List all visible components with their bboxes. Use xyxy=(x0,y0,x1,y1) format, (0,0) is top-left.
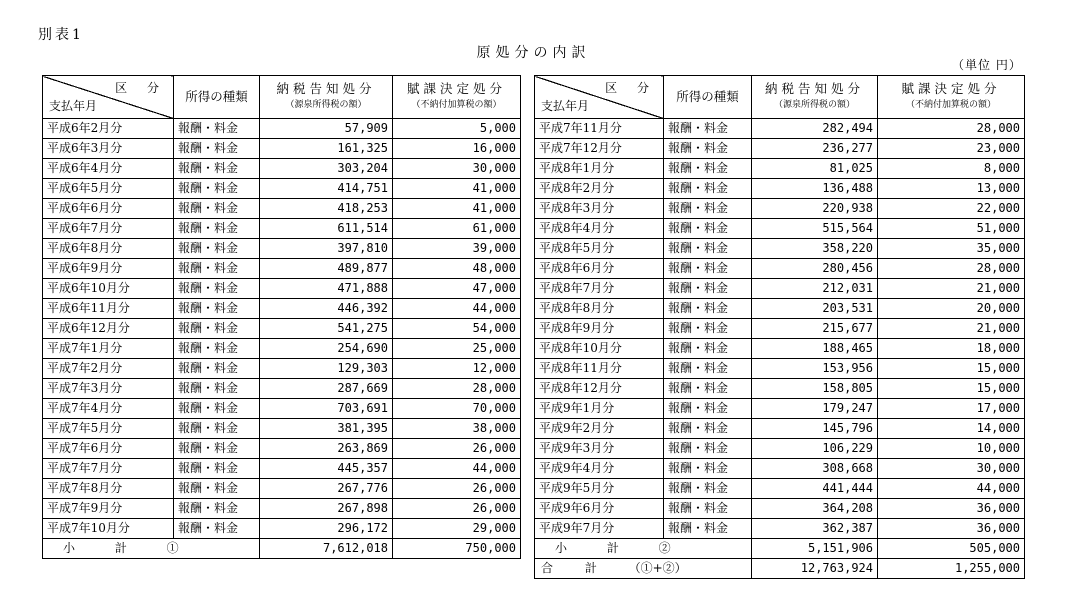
penalty-amount: 15,000 xyxy=(878,359,1025,379)
table-row xyxy=(535,419,1025,439)
period-cell: 平成9年4月分 xyxy=(535,459,664,479)
income-type-cell: 報酬・料金 xyxy=(664,139,752,159)
breakdown-table-right xyxy=(534,75,1025,579)
tax-notice-amount: 136,488 xyxy=(752,179,878,199)
subtotal-penalty-right: 505,000 xyxy=(878,539,1025,559)
right-table-body xyxy=(535,119,1025,539)
table-row xyxy=(535,179,1025,199)
penalty-amount: 20,000 xyxy=(878,299,1025,319)
period-cell: 平成7年8月分 xyxy=(43,479,174,499)
penalty-amount: 28,000 xyxy=(878,119,1025,139)
table-row xyxy=(535,279,1025,299)
income-type-cell: 報酬・料金 xyxy=(174,439,260,459)
income-type-cell: 報酬・料金 xyxy=(664,279,752,299)
penalty-amount: 10,000 xyxy=(878,439,1025,459)
tax-notice-amount: 308,668 xyxy=(752,459,878,479)
subtotal-penalty-left: 750,000 xyxy=(393,539,521,559)
penalty-amount: 28,000 xyxy=(393,379,521,399)
table-row xyxy=(535,399,1025,419)
table-row xyxy=(43,399,521,419)
period-cell: 平成7年11月分 xyxy=(535,119,664,139)
period-cell: 平成8年8月分 xyxy=(535,299,664,319)
period-cell: 平成6年6月分 xyxy=(43,199,174,219)
income-type-cell: 報酬・料金 xyxy=(664,499,752,519)
income-type-cell: 報酬・料金 xyxy=(664,239,752,259)
table-row xyxy=(43,379,521,399)
header-penalty xyxy=(393,76,521,119)
table-row xyxy=(43,159,521,179)
period-cell: 平成6年2月分 xyxy=(43,119,174,139)
income-type-cell: 報酬・料金 xyxy=(664,479,752,499)
penalty-amount: 35,000 xyxy=(878,239,1025,259)
penalty-amount: 17,000 xyxy=(878,399,1025,419)
income-type-cell: 報酬・料金 xyxy=(664,219,752,239)
period-cell: 平成8年2月分 xyxy=(535,179,664,199)
period-cell: 平成8年10月分 xyxy=(535,339,664,359)
period-cell: 平成6年7月分 xyxy=(43,219,174,239)
table-row xyxy=(535,219,1025,239)
tax-notice-amount: 236,277 xyxy=(752,139,878,159)
table-row xyxy=(43,239,521,259)
header-tax-notice xyxy=(260,76,393,119)
penalty-amount: 23,000 xyxy=(878,139,1025,159)
income-type-cell: 報酬・料金 xyxy=(664,519,752,539)
period-cell: 平成6年3月分 xyxy=(43,139,174,159)
period-cell: 平成6年12月分 xyxy=(43,319,174,339)
subtotal-label-left: 小 計 ① xyxy=(43,539,260,559)
period-cell: 平成9年3月分 xyxy=(535,439,664,459)
period-cell: 平成9年6月分 xyxy=(535,499,664,519)
table-row xyxy=(43,439,521,459)
income-type-cell: 報酬・料金 xyxy=(664,339,752,359)
header-tax-notice-main: 納税告知処分 xyxy=(764,81,864,96)
subtotal-row-left xyxy=(43,539,521,559)
tax-notice-amount: 296,172 xyxy=(260,519,393,539)
table-row xyxy=(43,179,521,199)
header-tax-notice-sub: （源泉所得税の額） xyxy=(285,100,367,110)
penalty-amount: 61,000 xyxy=(393,219,521,239)
period-cell: 平成6年8月分 xyxy=(43,239,174,259)
grand-total-row xyxy=(535,559,1025,579)
subtotal-label-right: 小 計 ② xyxy=(535,539,752,559)
income-type-cell: 報酬・料金 xyxy=(174,279,260,299)
penalty-amount: 47,000 xyxy=(393,279,521,299)
header-payment-month: 支払年月 xyxy=(541,99,590,113)
tax-notice-amount: 282,494 xyxy=(752,119,878,139)
header-income-type: 所得の種類 xyxy=(174,76,260,119)
penalty-amount: 28,000 xyxy=(878,259,1025,279)
tax-notice-amount: 129,303 xyxy=(260,359,393,379)
tax-notice-amount: 471,888 xyxy=(260,279,393,299)
document-title: 原処分の内訳 xyxy=(476,45,591,61)
subtotal-notice-left: 7,612,018 xyxy=(260,539,393,559)
income-type-cell: 報酬・料金 xyxy=(174,499,260,519)
penalty-amount: 16,000 xyxy=(393,139,521,159)
income-type-cell: 報酬・料金 xyxy=(664,299,752,319)
header-penalty-sub: （不納付加算税の額） xyxy=(905,100,996,110)
period-cell: 平成8年4月分 xyxy=(535,219,664,239)
penalty-amount: 21,000 xyxy=(878,319,1025,339)
period-cell: 平成8年6月分 xyxy=(535,259,664,279)
table-row xyxy=(535,159,1025,179)
table-row xyxy=(535,519,1025,539)
income-type-cell: 報酬・料金 xyxy=(174,199,260,219)
penalty-amount: 48,000 xyxy=(393,259,521,279)
penalty-amount: 8,000 xyxy=(878,159,1025,179)
tax-notice-amount: 215,677 xyxy=(752,319,878,339)
table-row xyxy=(43,479,521,499)
table-row xyxy=(535,339,1025,359)
header-penalty xyxy=(878,76,1025,119)
table-row xyxy=(43,259,521,279)
tax-notice-amount: 57,909 xyxy=(260,119,393,139)
penalty-amount: 13,000 xyxy=(878,179,1025,199)
income-type-cell: 報酬・料金 xyxy=(664,379,752,399)
tax-notice-amount: 489,877 xyxy=(260,259,393,279)
penalty-amount: 12,000 xyxy=(393,359,521,379)
table-row xyxy=(535,299,1025,319)
header-kubun: 区 分 xyxy=(605,81,657,95)
income-type-cell: 報酬・料金 xyxy=(174,459,260,479)
income-type-cell: 報酬・料金 xyxy=(174,299,260,319)
table-row xyxy=(43,499,521,519)
period-cell: 平成6年11月分 xyxy=(43,299,174,319)
tax-notice-amount: 381,395 xyxy=(260,419,393,439)
penalty-amount: 26,000 xyxy=(393,499,521,519)
period-cell: 平成9年5月分 xyxy=(535,479,664,499)
income-type-cell: 報酬・料金 xyxy=(174,219,260,239)
table-row xyxy=(43,219,521,239)
tax-notice-amount: 515,564 xyxy=(752,219,878,239)
tax-notice-amount: 441,444 xyxy=(752,479,878,499)
penalty-amount: 44,000 xyxy=(878,479,1025,499)
period-cell: 平成7年4月分 xyxy=(43,399,174,419)
period-cell: 平成7年1月分 xyxy=(43,339,174,359)
income-type-cell: 報酬・料金 xyxy=(664,119,752,139)
period-cell: 平成8年5月分 xyxy=(535,239,664,259)
income-type-cell: 報酬・料金 xyxy=(174,239,260,259)
table-row xyxy=(43,139,521,159)
appendix-label: 別表1 xyxy=(38,27,84,43)
header-kubun: 区 分 xyxy=(115,81,167,95)
table-row xyxy=(535,479,1025,499)
income-type-cell: 報酬・料金 xyxy=(174,319,260,339)
tax-notice-amount: 145,796 xyxy=(752,419,878,439)
table-row xyxy=(535,499,1025,519)
income-type-cell: 報酬・料金 xyxy=(174,519,260,539)
table-row xyxy=(43,119,521,139)
tax-notice-amount: 397,810 xyxy=(260,239,393,259)
tax-notice-amount: 446,392 xyxy=(260,299,393,319)
period-cell: 平成8年12月分 xyxy=(535,379,664,399)
penalty-amount: 15,000 xyxy=(878,379,1025,399)
income-type-cell: 報酬・料金 xyxy=(174,479,260,499)
table-row xyxy=(535,119,1025,139)
tax-notice-amount: 414,751 xyxy=(260,179,393,199)
header-kubun-cell xyxy=(43,76,174,119)
tax-notice-amount: 703,691 xyxy=(260,399,393,419)
income-type-cell: 報酬・料金 xyxy=(664,439,752,459)
period-cell: 平成8年11月分 xyxy=(535,359,664,379)
penalty-amount: 70,000 xyxy=(393,399,521,419)
income-type-cell: 報酬・料金 xyxy=(174,419,260,439)
tax-notice-amount: 263,869 xyxy=(260,439,393,459)
header-row xyxy=(43,76,521,119)
income-type-cell: 報酬・料金 xyxy=(664,199,752,219)
tax-notice-amount: 188,465 xyxy=(752,339,878,359)
table-row xyxy=(535,359,1025,379)
period-cell: 平成7年12月分 xyxy=(535,139,664,159)
income-type-cell: 報酬・料金 xyxy=(664,179,752,199)
period-cell: 平成6年5月分 xyxy=(43,179,174,199)
penalty-amount: 44,000 xyxy=(393,459,521,479)
penalty-amount: 51,000 xyxy=(878,219,1025,239)
period-cell: 平成8年9月分 xyxy=(535,319,664,339)
income-type-cell: 報酬・料金 xyxy=(174,259,260,279)
tax-notice-amount: 212,031 xyxy=(752,279,878,299)
table-row xyxy=(43,299,521,319)
tax-notice-amount: 254,690 xyxy=(260,339,393,359)
period-cell: 平成7年5月分 xyxy=(43,419,174,439)
tax-notice-amount: 358,220 xyxy=(752,239,878,259)
header-tax-notice-sub: （源泉所得税の額） xyxy=(773,100,855,110)
tax-notice-amount: 267,898 xyxy=(260,499,393,519)
table-row xyxy=(43,419,521,439)
income-type-cell: 報酬・料金 xyxy=(664,399,752,419)
tax-notice-amount: 106,229 xyxy=(752,439,878,459)
period-cell: 平成6年9月分 xyxy=(43,259,174,279)
tax-notice-amount: 364,208 xyxy=(752,499,878,519)
penalty-amount: 22,000 xyxy=(878,199,1025,219)
breakdown-table-left xyxy=(42,75,521,559)
income-type-cell: 報酬・料金 xyxy=(174,159,260,179)
penalty-amount: 36,000 xyxy=(878,499,1025,519)
period-cell: 平成7年3月分 xyxy=(43,379,174,399)
unit-note: （単位 円） xyxy=(952,58,1022,72)
period-cell: 平成8年1月分 xyxy=(535,159,664,179)
period-cell: 平成6年4月分 xyxy=(43,159,174,179)
period-cell: 平成9年1月分 xyxy=(535,399,664,419)
grand-total-penalty: 1,255,000 xyxy=(878,559,1025,579)
subtotal-notice-right: 5,151,906 xyxy=(752,539,878,559)
tax-notice-amount: 267,776 xyxy=(260,479,393,499)
period-cell: 平成7年9月分 xyxy=(43,499,174,519)
subtotal-row-right xyxy=(535,539,1025,559)
income-type-cell: 報酬・料金 xyxy=(664,319,752,339)
income-type-cell: 報酬・料金 xyxy=(174,179,260,199)
tax-notice-amount: 158,805 xyxy=(752,379,878,399)
tax-notice-amount: 203,531 xyxy=(752,299,878,319)
penalty-amount: 44,000 xyxy=(393,299,521,319)
header-tax-notice xyxy=(752,76,878,119)
penalty-amount: 36,000 xyxy=(878,519,1025,539)
header-kubun-cell xyxy=(535,76,664,119)
tax-notice-amount: 81,025 xyxy=(752,159,878,179)
table-row xyxy=(535,319,1025,339)
left-table-body xyxy=(43,119,521,539)
tax-notice-amount: 179,247 xyxy=(752,399,878,419)
income-type-cell: 報酬・料金 xyxy=(174,119,260,139)
tax-notice-amount: 303,204 xyxy=(260,159,393,179)
table-row xyxy=(535,259,1025,279)
income-type-cell: 報酬・料金 xyxy=(664,259,752,279)
income-type-cell: 報酬・料金 xyxy=(174,139,260,159)
table-row xyxy=(535,239,1025,259)
penalty-amount: 5,000 xyxy=(393,119,521,139)
grand-total-label: 合 計 （①+②） xyxy=(535,559,752,579)
penalty-amount: 39,000 xyxy=(393,239,521,259)
header-payment-month: 支払年月 xyxy=(49,99,98,113)
grand-total-notice: 12,763,924 xyxy=(752,559,878,579)
header-penalty-main: 賦課決定処分 xyxy=(901,81,1001,96)
period-cell: 平成7年10月分 xyxy=(43,519,174,539)
penalty-amount: 26,000 xyxy=(393,479,521,499)
penalty-amount: 29,000 xyxy=(393,519,521,539)
period-cell: 平成6年10月分 xyxy=(43,279,174,299)
penalty-amount: 26,000 xyxy=(393,439,521,459)
period-cell: 平成9年2月分 xyxy=(535,419,664,439)
period-cell: 平成8年7月分 xyxy=(535,279,664,299)
tax-notice-amount: 418,253 xyxy=(260,199,393,219)
penalty-amount: 21,000 xyxy=(878,279,1025,299)
table-row xyxy=(535,439,1025,459)
table-row xyxy=(43,459,521,479)
table-row xyxy=(43,319,521,339)
tax-notice-amount: 362,387 xyxy=(752,519,878,539)
table-row xyxy=(43,339,521,359)
income-type-cell: 報酬・料金 xyxy=(174,359,260,379)
penalty-amount: 30,000 xyxy=(393,159,521,179)
tax-notice-amount: 280,456 xyxy=(752,259,878,279)
tax-notice-amount: 611,514 xyxy=(260,219,393,239)
table-row xyxy=(535,199,1025,219)
income-type-cell: 報酬・料金 xyxy=(664,459,752,479)
table-row xyxy=(535,379,1025,399)
header-penalty-main: 賦課決定処分 xyxy=(406,81,506,96)
header-tax-notice-main: 納税告知処分 xyxy=(276,81,376,96)
income-type-cell: 報酬・料金 xyxy=(664,359,752,379)
income-type-cell: 報酬・料金 xyxy=(664,419,752,439)
tax-notice-amount: 287,669 xyxy=(260,379,393,399)
table-row xyxy=(535,139,1025,159)
income-type-cell: 報酬・料金 xyxy=(664,159,752,179)
table-row xyxy=(43,359,521,379)
penalty-amount: 54,000 xyxy=(393,319,521,339)
period-cell: 平成7年6月分 xyxy=(43,439,174,459)
tax-notice-amount: 153,956 xyxy=(752,359,878,379)
period-cell: 平成7年7月分 xyxy=(43,459,174,479)
penalty-amount: 38,000 xyxy=(393,419,521,439)
tax-notice-amount: 161,325 xyxy=(260,139,393,159)
header-penalty-sub: （不納付加算税の額） xyxy=(411,100,502,110)
penalty-amount: 41,000 xyxy=(393,199,521,219)
period-cell: 平成9年7月分 xyxy=(535,519,664,539)
period-cell: 平成8年3月分 xyxy=(535,199,664,219)
penalty-amount: 18,000 xyxy=(878,339,1025,359)
penalty-amount: 41,000 xyxy=(393,179,521,199)
tax-notice-amount: 445,357 xyxy=(260,459,393,479)
income-type-cell: 報酬・料金 xyxy=(174,379,260,399)
table-row xyxy=(43,519,521,539)
tax-notice-amount: 541,275 xyxy=(260,319,393,339)
income-type-cell: 報酬・料金 xyxy=(174,399,260,419)
penalty-amount: 14,000 xyxy=(878,419,1025,439)
tax-notice-amount: 220,938 xyxy=(752,199,878,219)
period-cell: 平成7年2月分 xyxy=(43,359,174,379)
penalty-amount: 30,000 xyxy=(878,459,1025,479)
header-income-type: 所得の種類 xyxy=(664,76,752,119)
header-row xyxy=(535,76,1025,119)
table-row xyxy=(43,279,521,299)
income-type-cell: 報酬・料金 xyxy=(174,339,260,359)
table-row xyxy=(535,459,1025,479)
penalty-amount: 25,000 xyxy=(393,339,521,359)
table-row xyxy=(43,199,521,219)
